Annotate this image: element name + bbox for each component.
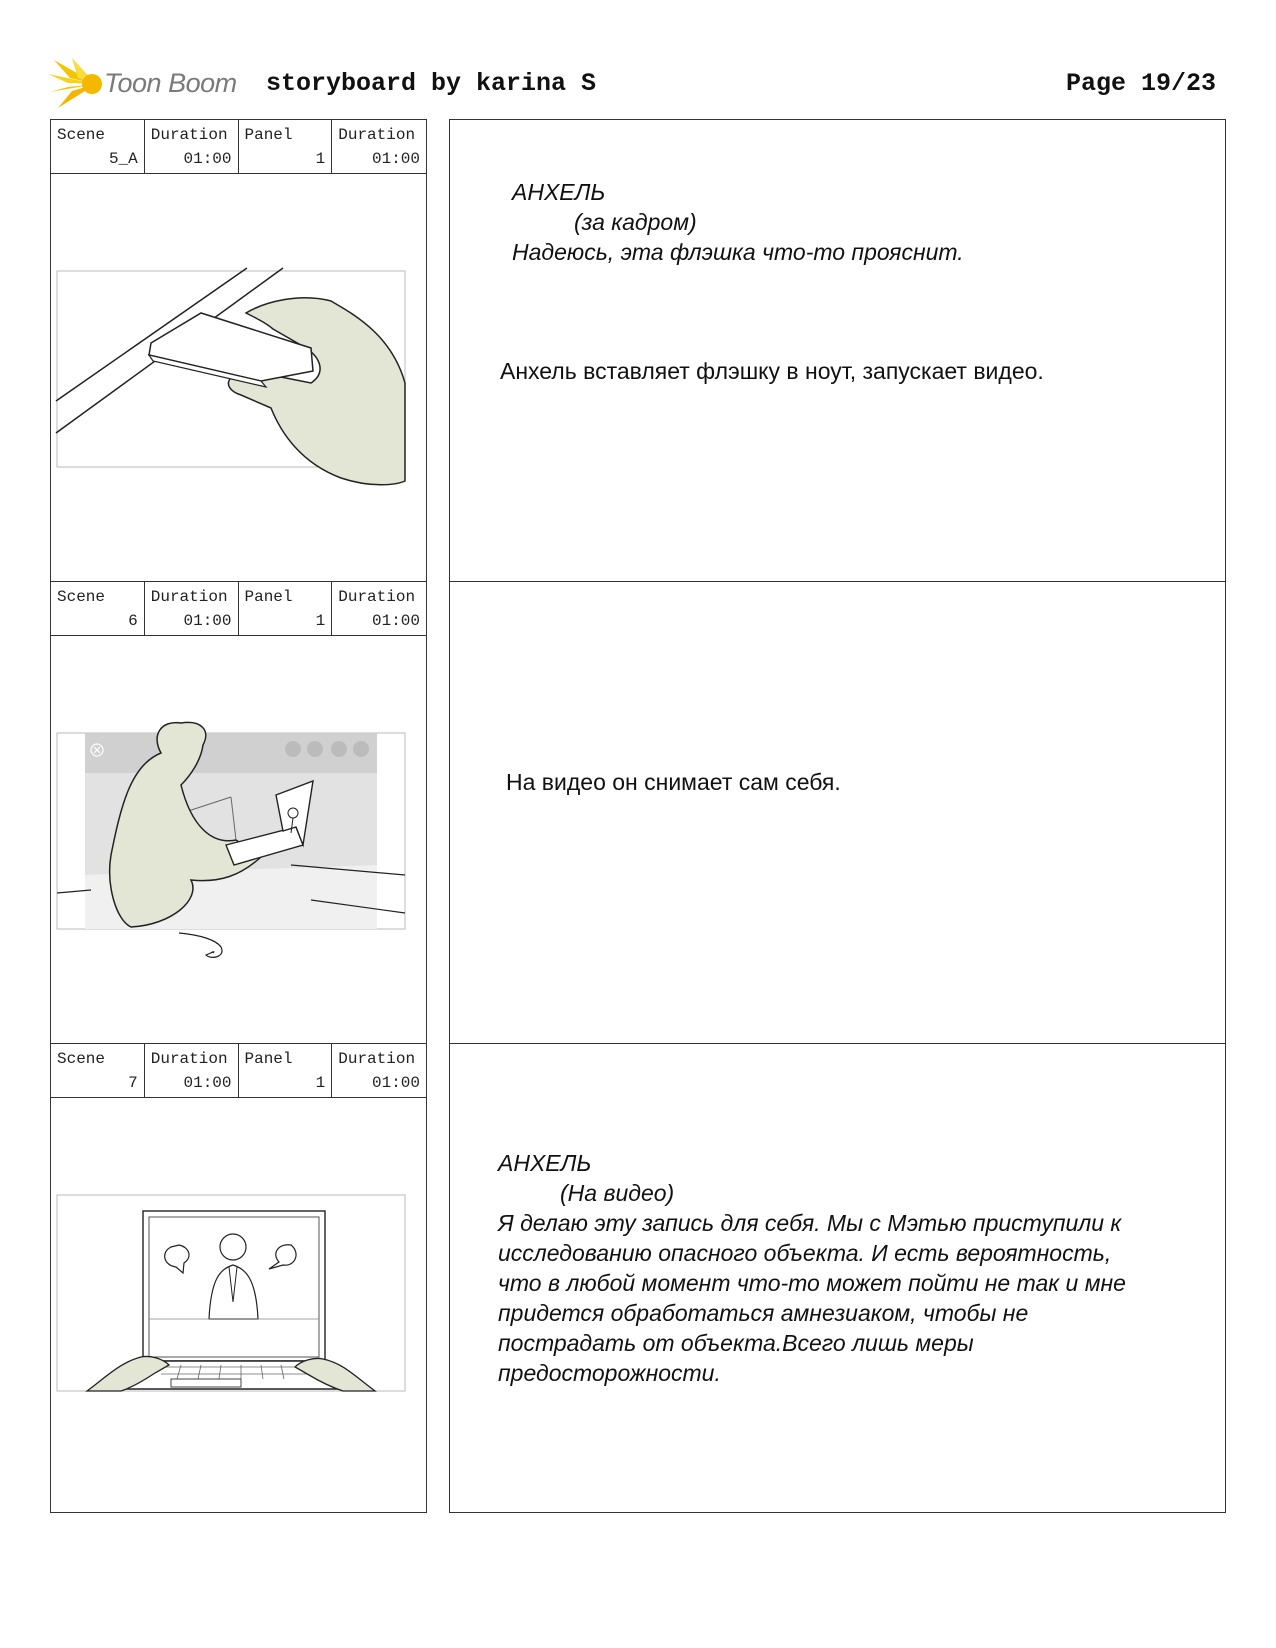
dialogue-line: пострадать от объекта.Всего лишь меры <box>498 1330 974 1356</box>
scene-label: Scene <box>57 126 106 144</box>
panel-duration-value: 01:00 <box>371 150 420 168</box>
parenthetical: (На видео) <box>560 1180 675 1206</box>
page-number: Page 19/23 <box>1065 69 1216 98</box>
panel-info <box>51 582 426 636</box>
panel-label: Panel <box>244 1050 293 1068</box>
storyboard-title: storyboard by karina S <box>266 69 597 98</box>
scene-label: Scene <box>57 588 106 606</box>
scene-duration-value: 01:00 <box>183 150 232 168</box>
scene-value: 6 <box>128 612 138 630</box>
action-text: Анхель вставляет флэшку в ноут, запускает видео. <box>500 358 1044 384</box>
scene-value: 5_A <box>108 150 138 168</box>
dialogue-line: Надеюсь, эта флэшка что-то прояснит. <box>512 239 964 265</box>
toon-boom-logo <box>48 56 248 112</box>
scene-cell <box>51 582 145 635</box>
panel-cell <box>239 1044 333 1097</box>
action-text: На видео он снимает сам себя. <box>506 769 841 795</box>
panel-label: Panel <box>244 588 293 606</box>
scene-duration-value: 01:00 <box>183 612 232 630</box>
panel-label: Panel <box>244 126 293 144</box>
panel-drawing-laptop-video <box>51 1097 426 1512</box>
character-name: АНХЕЛЬ <box>512 179 606 205</box>
panel-duration-value: 01:00 <box>371 1074 420 1092</box>
dialogue-line: предосторожности. <box>498 1360 721 1386</box>
panel-duration-cell <box>332 582 426 635</box>
logo-text: Toon Boom <box>104 68 237 98</box>
dialogue-line: придется обработаться амнезиаком, чтобы не <box>498 1300 1029 1326</box>
dialogue-line: Я делаю эту запись для себя. Мы с Мэтью приступили к <box>498 1210 1122 1236</box>
panel-info <box>51 120 426 174</box>
panel-value: 1 <box>315 1074 326 1092</box>
duration-label: Duration <box>150 588 228 606</box>
panel-cell <box>239 582 333 635</box>
scene-duration-cell <box>145 120 239 173</box>
panel-value: 1 <box>315 612 326 630</box>
panel-frame <box>50 581 427 1051</box>
character-name: АНХЕЛЬ <box>498 1150 592 1176</box>
dialogue-line: что в любой момент что-то может пойти не так и мне <box>498 1270 1126 1296</box>
duration-label: Duration <box>338 588 416 606</box>
duration-label: Duration <box>150 1050 228 1068</box>
duration-label: Duration <box>338 126 416 144</box>
panel-duration-value: 01:00 <box>371 612 420 630</box>
scene-cell <box>51 120 145 173</box>
dialogue-block <box>498 1148 1198 1388</box>
panel-frame <box>50 1043 427 1513</box>
panel-duration-cell <box>332 120 426 173</box>
scene-duration-value: 01:00 <box>183 1074 232 1092</box>
scene-cell <box>51 1044 145 1097</box>
scene-label: Scene <box>57 1050 106 1068</box>
duration-label: Duration <box>150 126 228 144</box>
scene-duration-cell <box>145 1044 239 1097</box>
panel-cell <box>239 120 333 173</box>
parenthetical: (за кадром) <box>574 209 697 235</box>
panel-text <box>449 1043 1226 1513</box>
dialogue-block <box>512 177 964 267</box>
starburst-icon <box>48 58 102 108</box>
page-header <box>48 56 1224 112</box>
panel-drawing-usb-insert <box>51 173 426 588</box>
panel-duration-cell <box>332 1044 426 1097</box>
panel-info <box>51 1044 426 1098</box>
duration-label: Duration <box>338 1050 416 1068</box>
panel-value: 1 <box>315 150 326 168</box>
storyboard-row-3 <box>50 1043 1226 1513</box>
panel-drawing-self-recording <box>51 635 426 1050</box>
storyboard-row-1 <box>50 119 1226 589</box>
panel-text <box>449 581 1226 1051</box>
storyboard-row-2 <box>50 581 1226 1051</box>
panel-text <box>449 119 1226 589</box>
dialogue-line: исследованию опасного объекта. И есть вероятность, <box>498 1240 1112 1266</box>
panel-frame <box>50 119 427 589</box>
scene-duration-cell <box>145 582 239 635</box>
scene-value: 7 <box>128 1074 138 1092</box>
